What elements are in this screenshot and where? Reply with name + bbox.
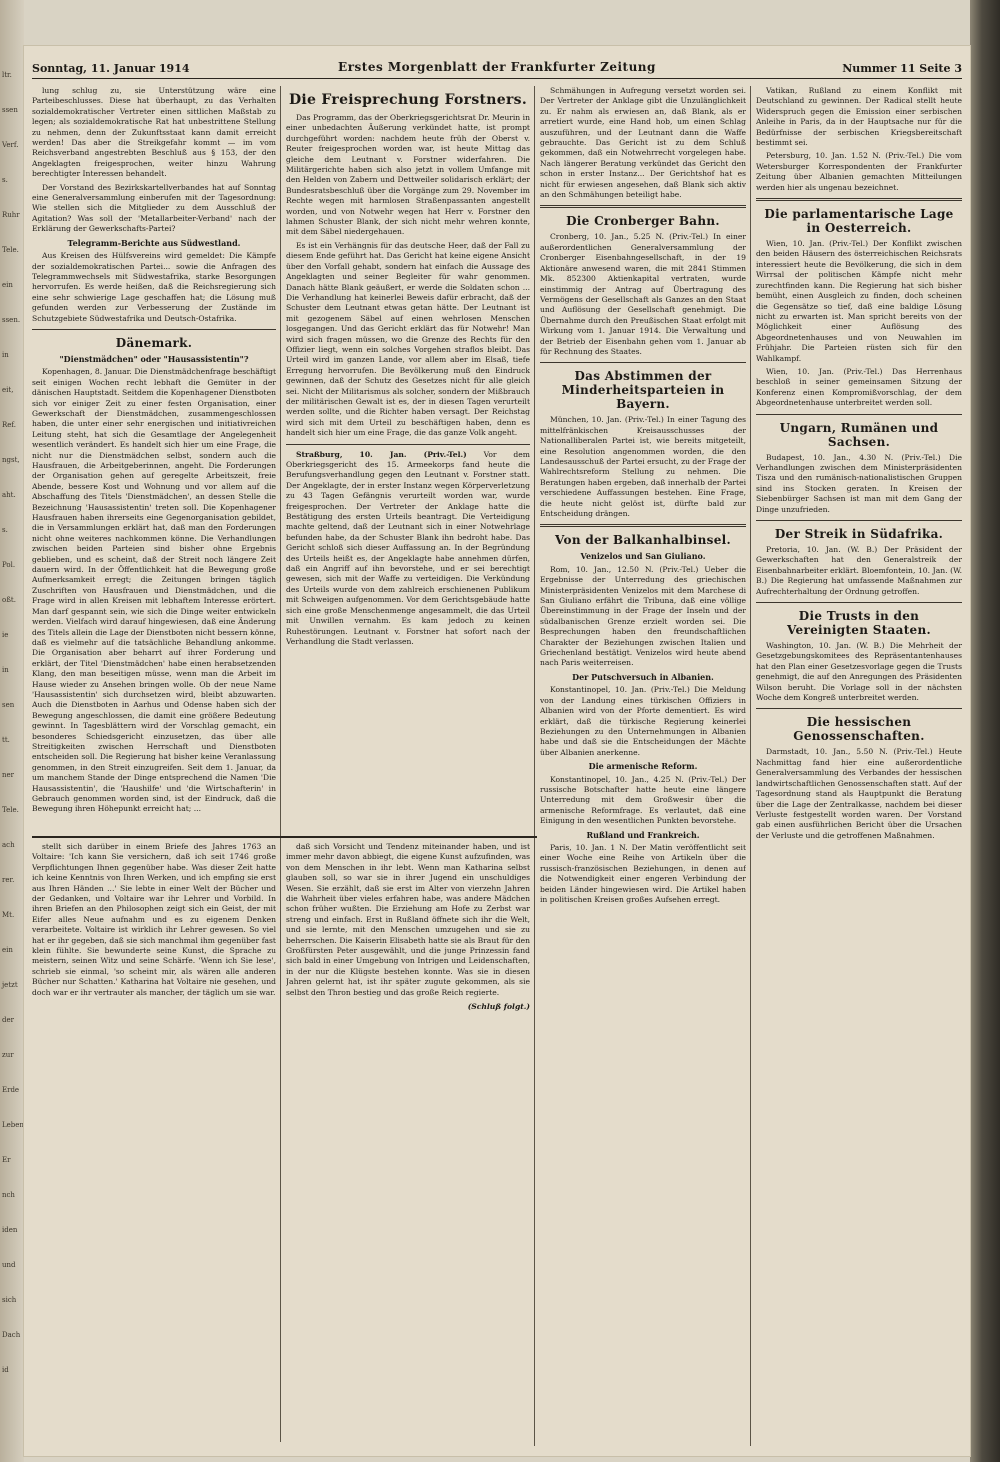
section-heading: Die Freisprechung Forstners. (288, 92, 528, 108)
article-text: Kopenhagen, 8. Januar. Die Dienstmädchenfrage beschäftigt seit einigen Wochen recht lebhaft die Gemüter in der dänischen Hauptstadt. Seitdem die Kopenhagener Dienstboten sich vor einiger Zeit zu einer festen Organisation, einer Gewerkschaft der Dienstmädchen, zusammengeschlossen haben, die unter einer sehr energischen und initiativreichen Leitung steht, hat sich die Gesamtlage der Angelegenheit wesentlich verändert. Es handelt sich hier um eine Frage, die nicht nur die Dienstmädchen selbst, sondern auch die Hausfrauen, die Arbeitgeberinnen, angeht. Die Forderungen der Organisation gehen auf geregelte Arbeitszeit, freie Abende, bessere Kost und Wohnung und vor allem auf die Abschaffung des Titels 'Dienstmädchen', an dessen Stelle die Bezeichnung 'Hausassistentin' treten soll. Die Kopenhagener Hausfrauen haben ihrerseits eine Gegenorganisation gebildet, die in Versammlungen erklärt hat, daß man den Forderungen nicht ohne weiteres nachkommen könne. Die Verhandlungen zwischen beiden Parteien sind bisher ohne Ergebnis geblieben, und es scheint, daß der Streit noch längere Zeit dauern wird. In der Öffentlichkeit hat die Bewegung große Aufmerksamkeit erregt; die Zeitungen bringen täglich Zuschriften von Hausfrauen und Dienstmädchen, und die Frage wird in allen Kreisen mit lebhaftem Interesse erörtert. Man darf gespannt sein, wie sich die Dinge weiter entwickeln werden. Vielfach wird darauf hingewiesen, daß eine Änderung des Titels allein die Lage der Dienstboten nicht bessern könne, daß es vielmehr auf die tatsächliche Behandlung ankomme. Die Organisation aber beharrt auf ihrer Forderung und erklärt, der Titel 'Dienstmädchen' habe einen herabsetzenden Klang, den man beseitigen müsse, wenn man die Arbeit im Hause wieder zu Ansehen bringen wolle. Ob der neue Name 'Hausassistentin' sich durchsetzen wird, bleibt abzuwarten. Auch die Dienstboten in Aarhus und Odense haben sich der Bewegung angeschlossen, die damit eine größere Bedeutung gewinnt. In Tagesblättern wird der Vorschlag gemacht, ein besonderes Schiedsgericht einzusetzen, das über alle Streitigkeiten zwischen Herrschaft und Dienstboten entscheiden soll. Die Regierung hat bisher keine Veranlassung genommen, in den Streit einzugreifen. Seit dem 1. Januar, da um manchem Stande der Dinge entsprechend die Namen 'Die Hausassistentin', die 'Haushilfe' und 'die Wirtschafterin' in Gebrauch genommen worden sind, ist der Eindruck, daß die Bewegung ihren Höhepunkt erreicht hat; ... (32, 367, 276, 814)
masthead-date: Sonntag, 11. Januar 1914 (32, 62, 190, 75)
gutter-fragment: ein (2, 946, 13, 954)
divider (756, 520, 962, 521)
divider (756, 414, 962, 415)
article-text: Aus Kreisen des Hülfsvereins wird gemeldet: Die Kämpfe der sozialdemokratischen Partei... sowie die Anfragen des Telegrammwechsels mit Südwestafrika, starke Besorgungen hervorrufen. Es werde heißen, daß die Reichsregierung sich eine sehr schwierige Lage geschaffen hat; die Lösung muß gefunden werden zur Verbesserung der Zustände im Schutzgebiete Südwestafrika und Deutsch-Ostafrika. (32, 251, 276, 323)
section-heading: Ungarn, Rumänen und Sachsen. (779, 420, 939, 449)
gutter-fragment: Tele. (2, 806, 19, 814)
article-text: Das Programm, das der Oberkriegsgerichtsrat Dr. Meurin in einer unbedachten Äußerung verkündet hatte, ist prompt durchgeführt worden: nachdem heute früh der Oberst v. Reuter freigesprochen worden war, ist heute Mittag das gleiche dem Leutnant v. Forstner widerfahren. Die Militärgerichte haben sich also jetzt in vollem Umfange mit den Helden von Zabern und Dettweiler solidarisch erklärt; der Bundesratsbeschluß über die Vorgänge zum 29. November im Rechte wegen mit harmlosen Straßenpassanten angestellt worden, und von Notwehr wegen hat Herr v. Forstner den lahmen Schuster Blank, der sich nicht mehr wehren konnte, mit dem Säbel niedergehauen. (286, 113, 530, 237)
gutter-fragment: Dach (2, 1331, 21, 1339)
article-text: Washington, 10. Jan. (W. B.) Die Mehrheit der Gesetzgebungskomitees des Repräsentantenhauses hat den Plan einer Gesetzesvorlage gegen die Trusts genehmigt, die auf den Anregungen des Präsidenten Wilson beruht. Die Vorlage soll in der nächsten Woche dem Kongreß unterbreitet werden. (756, 641, 962, 703)
section-heading: Die parlamentarische Lage in Oesterreich. (764, 207, 954, 236)
feuilleton-column-2 (286, 842, 530, 1442)
gutter-fragment: Tele. (2, 246, 19, 254)
divider (756, 708, 962, 709)
gutter-fragment: ach (2, 841, 15, 849)
gutter-fragment: Erde (2, 1086, 20, 1094)
gutter-fragment: Mt. (2, 911, 15, 919)
masthead (32, 56, 962, 79)
divider (540, 524, 746, 527)
gutter-text-fragments (0, 0, 24, 1376)
column-rule (280, 86, 281, 871)
section-subheading: Venizelos und San Giuliano. (580, 551, 706, 562)
divider (286, 444, 530, 445)
gutter-fragment: tt. (2, 736, 10, 744)
column-rule (534, 86, 535, 1446)
gutter-fragment: ltr. (2, 71, 12, 79)
gutter-fragment: ie (2, 631, 9, 639)
article-text: lung schlug zu, sie Unterstützung wäre eine Parteibeschlusses. Diese hat überhaupt, zu das Verhalten sozialdemokratischer Vertreter einen sittlichen Maßstab zu legen; als sozialdemokratische Rat hat unbestrittene Stellung zu nehmen, denn der Zukunftsstaat kann damit erreicht werden! Das aber die Streikgefahr kommt — im vom Reichsverband angestrebten Beschluß aus § 153, der den Angeklagten freigesprochen, weiter hinzu Wahrung berechtigter Interessen behandelt. (32, 86, 276, 179)
article-text: Paris, 10. Jan. 1 N. Der Matin veröffentlicht seit einer Woche eine Reihe von Artikeln über die russisch-französischen Beziehungen, in denen auf die Notwendigkeit einer engeren Verbindung der beiden Länder hingewiesen wird. Die Artikel haben in politischen Kreisen großes Aufsehen erregt. (540, 842, 746, 904)
gutter-fragment: Ref. (2, 421, 16, 429)
article-text: Cronberg, 10. Jan., 5.25 N. (Priv.-Tel.) In einer außerordentlichen Generalversammlung der Cronberger Eisenbahngesellschaft, in der 19 Aktionäre anwesend waren, die mit 2841 Stimmen Mk. 852300 Aktienkapital vertraten, wurde einstimmig der Antrag auf Übertragung des Vermögens der Gesellschaft als Ganzes an den Staat und Auflösung der Gesellschaft genehmigt. Die Übernahme durch den Preußischen Staat erfolgt mit Wirkung vom 1. Januar 1914. Die Verwaltung und der Betrieb der Eisenbahn gehen vom 1. Januar ab für Rechnung des Staates. (540, 232, 746, 356)
section-heading: Von der Balkanhalbinsel. (555, 533, 731, 548)
article-text: Wien, 10. Jan. (Priv.-Tel.) Der Konflikt zwischen den beiden Häusern des österreichischen Reichsrats interessiert heute die Bevölkerung, die sich in dem Wirrsal der politischen Kämpfe nicht mehr zurechtfinden kann. Die Regierung hat sich bisher bemüht, einen Ausgleich zu finden, doch scheinen die Gegensätze so tief, daß eine baldige Lösung nicht zu erwarten ist. Man spricht bereits von der Möglichkeit einer Auflösung des Abgeordnetenhauses und von Neuwahlen im Frühjahr. Die Parteien rüsten sich für den Wahlkampf. (756, 239, 962, 363)
article-text: Der Vorstand des Bezirkskartellverbandes hat auf Sonntag eine Generalversammlung einberufen mit der Tagesordnung: Wie stellen sich die Mitglieder zu dem Ausschluß der Agitation? Was soll der 'Metallarbeiter-Verband' nach der Erklärung der Gewerkschafts-Partei? (32, 182, 276, 234)
gutter-fragment: rer. (2, 876, 15, 884)
masthead-page-number: Nummer 11 Seite 3 (842, 62, 962, 75)
section-heading: Dänemark. (115, 335, 193, 350)
article-text: Konstantinopel, 10. Jan., 4.25 N. (Priv.-Tel.) Der russische Botschafter hatte heute eine längere Unterredung mit dem Großwesir über die armenische Reformfrage. Es verlautet, daß eine Einigung in den wesentlichen Punkten bevorstehe. (540, 774, 746, 826)
column-rule (280, 842, 281, 1442)
section-subheading: Die armenische Reform. (588, 761, 698, 772)
gutter-fragment: Leben (2, 1121, 24, 1129)
column-4 (756, 86, 962, 1446)
gutter-fragment: zur (2, 1051, 14, 1059)
gutter-fragment: in (2, 666, 9, 674)
gutter-fragment: oßt. (2, 596, 16, 604)
section-subheading: Rußland und Frankreich. (586, 829, 700, 840)
gutter-fragment: sen (2, 701, 15, 709)
section-subheading: "Dienstmädchen" oder "Hausassistentin"? (59, 353, 249, 364)
divider (540, 362, 746, 363)
article-text: Darmstadt, 10. Jan., 5.50 N. (Priv.-Tel.) Heute Nachmittag fand hier eine außerordentliche Generalversammlung des Verbandes der hessischen landwirtschaftlichen Genossenschaften statt. Auf der Tagesordnung stand als Hauptpunkt die Beratung über die Lage der Zentralkasse, nachdem bei dieser Verluste festgestellt worden waren. Der Vorstand gab einen ausführlichen Bericht über die Ursachen der Verluste und die getroffenen Maßnahmen. (756, 747, 962, 840)
feuilleton-text: stellt sich darüber in einem Briefe des Jahres 1763 an Voltaire: 'Ich kann Sie versichern, daß ich seit 1746 große Verpflichtungen Ihnen gegenüber habe. Was dieser Zeit hatte ich keine Kenntnis von Ihren Werken, und ich empfing sie erst aus Ihren Händen ...' Sie lebte in einer Welt der Bücher und der Gedanken, und Voltaire war ihr Lehrer und Vorbild. In ihren Briefen an den Philosophen zeigt sich ein Geist, der mit Eifer alles Neue aufnahm und es zu eigenem Denken verarbeitete. Voltaire ist wirklich ihr Lehrer gewesen. So viel hat er ihr gegeben, daß sie sich manchmal ihm gegenüber fast klein fühlte. Sie bewunderte seine Kunst, die Sprache zu meistern, seinen Witz und seine Schärfe. 'Wenn ich Sie lese', schrieb sie einmal, 'so scheint mir, als wären alle anderen Bücher nur Schatten.' Katharina hat Voltaire nie gesehen, und doch war er ihr vertrauter als mancher, der täglich um sie war. (32, 842, 276, 997)
gutter-fragment: Pol. (2, 561, 16, 569)
article-text: Budapest, 10. Jan., 4.30 N. (Priv.-Tel.) Die Verhandlungen zwischen dem Ministerpräsidenten Tisza und den rumänisch-nationalistischen Gruppen sind ins Stocken geraten. In Kreisen der Siebenbürger Sachsen ist man mit dem Gang der Dinge unzufrieden. (756, 452, 962, 514)
article-text: Petersburg, 10. Jan. 1.52 N. (Priv.-Tel.) Die vom Wetersburger Korrespondenten der Frankfurter Zeitung über Albanien gemachten Mitteilungen werden hier als ungenau bezeichnet. (756, 151, 962, 192)
gutter-fragment: jetzt (2, 981, 18, 989)
gutter-fragment: Verf. (2, 141, 19, 149)
section-heading: Die Cronberger Bahn. (566, 214, 720, 229)
column-3 (540, 86, 746, 1446)
feuilleton-text: daß sich Vorsicht und Tendenz miteinander haben, und ist immer mehr davon abbiegt, die eigene Kunst aufzufinden, was von dem Menschen in ihr lebt. Wenn man Katharina selbst glauben soll, so war sie in ihrer Jugend ein unschuldiges Wesen. Sie erzählt, daß sie erst im Alter von vierzehn Jahren die Wahrheit über vieles erfahren habe, was andere Mädchen schon früher wußten. Die Erziehung am Hofe zu Zerbst war streng und einfach. Erst in Rußland öffnete sich ihr die Welt, und sie lernte, mit den Menschen umzugehen und sie zu beherrschen. Die Kaiserin Elisabeth hatte sie als Braut für den Großfürsten Peter ausgewählt, und die junge Prinzessin fand sich bald in einer Umgebung von Intrigen und Leidenschaften, in der nur die Klügste bestehen konnte. Was sie in diesen Jahren gelernt hat, ist ihr später zugute gekommen, als sie selbst den Thron bestieg und das große Reich regierte. (286, 842, 530, 997)
article-text: Rom, 10. Jan., 12.50 N. (Priv.-Tel.) Ueber die Ergebnisse der Unterredung des griechischen Ministerpräsidenten Venizelos mit dem Marchese di San Giuliano erfährt die Tribuna, daß eine völlige Übereinstimmung in der Frage der Inseln und der südalbanischen Grenze erzielt worden sei. Die Besprechungen haben den freundschaftlichen Charakter der Beziehungen zwischen Italien und Griechenland bestätigt. Venizelos wird heute abend nach Paris weiterreisen. (540, 564, 746, 668)
article-text: Konstantinopel, 10. Jan. (Priv.-Tel.) Die Meldung von der Landung eines türkischen Offiziers in Albanien wird von der Pforte dementiert. Es wird erklärt, daß die türkische Regierung keinerlei Beziehungen zu den Unternehmungen in Albanien habe und daß sie die Entscheidungen der Mächte über Albanien anerkenne. (540, 685, 746, 757)
feuilleton-rule (32, 836, 537, 838)
masthead-title: Erstes Morgenblatt der Frankfurter Zeitung (338, 60, 656, 74)
column-2 (286, 86, 530, 871)
gutter-fragment: id (2, 1366, 9, 1374)
section-heading: Der Streik in Südafrika. (774, 527, 944, 541)
gutter-fragment: eit, (2, 386, 14, 394)
gutter-fragment: in (2, 351, 9, 359)
divider (540, 205, 746, 208)
left-page-gutter (0, 0, 24, 1462)
gutter-fragment: s. (2, 526, 8, 534)
gutter-fragment: Ruhr (2, 211, 20, 219)
article-text: Es ist ein Verhängnis für das deutsche Heer, daß der Fall zu diesem Ende geführt hat. Das Gericht hat keine eigene Ansicht über den Vorfall gehabt, sondern hat einfach die Aussage des Angeklagten und seiner Begleiter für wahr genommen. Danach hätte Blank geäußert, er werde die Soldaten schon ... Die Verhandlung hat keinerlei Beweis dafür erbracht, daß der Schuster dem Leutnant etwas getan hätte. Der Leutnant ist mit gezogenem Säbel auf einen wehrlosen Menschen losgegangen. Und das Gericht erklärt das für Notwehr! Man wird sich fragen müssen, wo die Grenze des Rechts für den Offizier liegt, wenn ein solches Vorgehen straflos bleibt. Das Urteil wird im ganzen Lande, vor allem aber im Elsaß, tiefe Erregung hervorrufen. Die Bevölkerung muß den Eindruck gewinnen, daß der Schutz des Gesetzes nicht für alle gleich sei. Nicht der Militarismus als solcher, sondern der Mißbrauch der militärischen Gewalt ist es, der in diesen Tagen verurteilt werden sollte, und die Richter haben versagt. Der Reichstag wird sich mit dem Urteil zu beschäftigen haben, denn es handelt sich hier um eine Frage, die das ganze Volk angeht. (286, 240, 530, 438)
gutter-fragment: Er (2, 1156, 11, 1164)
feuilleton-column-1 (32, 842, 276, 1442)
divider (756, 198, 962, 201)
divider (32, 329, 276, 330)
gutter-fragment: der (2, 1016, 14, 1024)
gutter-fragment: ner (2, 771, 14, 779)
section-heading: Die Trusts in den Vereinigten Staaten. (787, 609, 931, 638)
gutter-fragment: und (2, 1261, 16, 1269)
article-text: München, 10. Jan. (Priv.-Tel.) In einer Tagung des mittelfränkischen Kreisausschusses der Nationalliberalen Partei ist, wie bereits mitgeteilt, eine Resolution angenommen worden, die den Landesausschuß der Partei ersucht, zu der Frage der Wahlrechtsreform Stellung zu nehmen. Die Beratungen haben ergeben, daß innerhalb der Partei verschiedene Auffassungen bestehen. Eine Frage, die heute nicht gelöst ist, dürfte bald zur Entscheidung drängen. (540, 415, 746, 518)
newspaper-page (24, 46, 970, 1456)
gutter-fragment: ein (2, 281, 13, 289)
continued-note: (Schluß folgt.) (467, 1002, 530, 1012)
section-heading: Die hessischen Genossenschaften. (793, 715, 925, 744)
article-text: Vatikan, Rußland zu einem Konflikt mit Deutschland zu gewinnen. Der Radical stellt heute Widerspruch gegen die Emission einer serbischen Anleihe in Paris, da in der Hauptsache nur für die Bedürfnisse der serbischen Kriegsbereitschaft bestimmt sei. (756, 86, 962, 148)
gutter-fragment: aht. (2, 491, 16, 499)
gutter-fragment: sich (2, 1296, 17, 1304)
article-text: Schmähungen in Aufregung versetzt worden sei. Der Vertreter der Anklage gibt die Unzulänglichkeit zu. Er nahm als erwiesen an, daß Blank, als er arretiert wurde, eine Hand hob, um einen Schlag auszuführen, und der Leutnant dann die Waffe gebrauchte. Das Gericht ist zu dem Schluß gekommen, daß ein Notwehrrecht vorgelegen habe. Nach längerer Beratung verkündet das Gericht den schon in erster Instanz... Der Gerichtshof hat es nicht für erwiesen angesehen, daß Blank sich aktiv an den Schmähungen beteiligt habe. (540, 86, 746, 200)
gutter-fragment: ngst, (2, 456, 20, 464)
gutter-fragment: ssen. (2, 316, 21, 324)
article-text: Wien, 10. Jan. (Priv.-Tel.) Das Herrenhaus beschloß in seiner gemeinsamen Sitzung der Konferenz einen Kompromißvorschlag, der dem Abgeordnetenhause unterbreitet werden soll. (756, 366, 962, 408)
article-text: Straßburg, 10. Jan. (Priv.-Tel.) Vor dem Oberkriegsgericht des 15. Armeekorps fand heute die Berufungsverhandlung gegen den Leutnant v. Forstner statt. Der Angeklagte, der in erster Instanz wegen Körperverletzung zu 43 Tagen Gefängnis verurteilt worden war, wurde freigesprochen. Der Vertreter der Anklage hatte die Bestätigung des ersten Urteils beantragt. Die Verteidigung machte geltend, daß der Leutnant sich in einer Notwehrlage befunden habe, da der Schuster Blank ihn bedroht habe. Das Gericht schloß sich dieser Auffassung an. In der Begründung des Urteils heißt es, der Angeklagte habe annehmen dürfen, daß ein Angriff auf ihn bevorstehe, und er sei berechtigt gewesen, sich mit der Waffe zu verteidigen. Die Verkündung des Urteils wurde von dem zahlreich erschienenen Publikum mit Schweigen aufgenommen. Vor dem Gerichtsgebäude hatte sich eine große Menschenmenge angesammelt, die das Urteil mit Unwillen vernahm. Es kam jedoch zu keinen Ruhestörungen. Leutnant v. Forstner hat sofort nach der Verhandlung die Stadt verlassen. (286, 449, 530, 646)
gutter-fragment: ssen (2, 106, 18, 114)
column-rule (750, 86, 751, 1446)
section-heading: Das Abstimmen der Minderheitsparteien in Bayern. (561, 369, 725, 412)
gutter-fragment: iden (2, 1226, 18, 1234)
divider (756, 602, 962, 603)
gutter-fragment: nch (2, 1191, 15, 1199)
section-heading: Telegramm-Berichte aus Südwestland. (67, 237, 241, 248)
book-binding-edge (970, 0, 1000, 1462)
gutter-fragment: s. (2, 176, 8, 184)
column-1 (32, 86, 276, 871)
section-subheading: Der Putschversuch in Albanien. (572, 671, 714, 682)
article-text: Pretoria, 10. Jan. (W. B.) Der Präsident der Gewerkschaften hat den Generalstreik der Eisenbahnarbeiter erklärt. Bloemfontein, 10. Jan. (W. B.) Die Regierung hat umfassende Maßnahmen zur Aufrechterhaltung der Ordnung getroffen. (756, 545, 962, 596)
dateline: Straßburg, 10. Jan. (Priv.-Tel.) (296, 449, 467, 459)
